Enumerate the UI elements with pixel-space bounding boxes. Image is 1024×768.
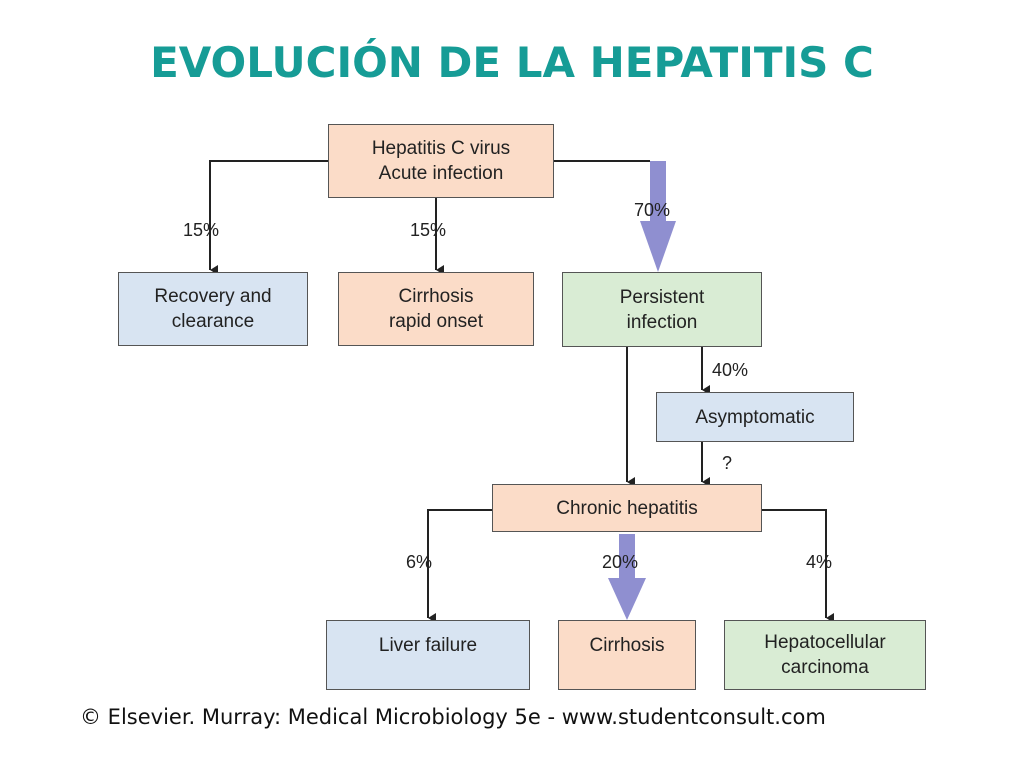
node-hcv-acute-infection: Hepatitis C virus Acute infection — [328, 124, 554, 198]
edge-label-recovery: 15% — [183, 220, 220, 240]
node-chronic-hepatitis: Chronic hepatitis — [492, 484, 762, 532]
edge-label-cirrhosis: 20% — [602, 552, 639, 572]
slide-title: EVOLUCIÓN DE LA HEPATITIS C — [150, 38, 874, 87]
edge-label-persistent: 70% — [634, 200, 671, 220]
node-liver-failure: Liver failure — [326, 620, 530, 690]
source-credit: © Elsevier. Murray: Medical Microbiology 5e - www.studentconsult.com — [80, 705, 826, 729]
thick-arrow-persistent-head — [640, 221, 676, 272]
node-cirrhosis: Cirrhosis — [558, 620, 696, 690]
edge-line-recovery — [210, 161, 328, 270]
node-recovery-clearance: Recovery and clearance — [118, 272, 308, 346]
edge-label-cirrhosis-rapid: 15% — [410, 220, 447, 240]
edge-line-liver-failure — [428, 510, 492, 618]
edge-label-asymptomatic: 40% — [712, 360, 749, 380]
edge-label-asym-chronic: ? — [722, 453, 733, 473]
node-hepatocellular-carcinoma: Hepatocellular carcinoma — [724, 620, 926, 690]
node-asymptomatic: Asymptomatic — [656, 392, 854, 442]
node-persistent-infection: Persistent infection — [562, 272, 762, 347]
edge-label-hcc: 4% — [806, 552, 833, 572]
thick-arrow-cirrhosis-head — [608, 578, 646, 620]
node-cirrhosis-rapid-onset: Cirrhosis rapid onset — [338, 272, 534, 346]
edge-label-liver-failure: 6% — [406, 552, 433, 572]
